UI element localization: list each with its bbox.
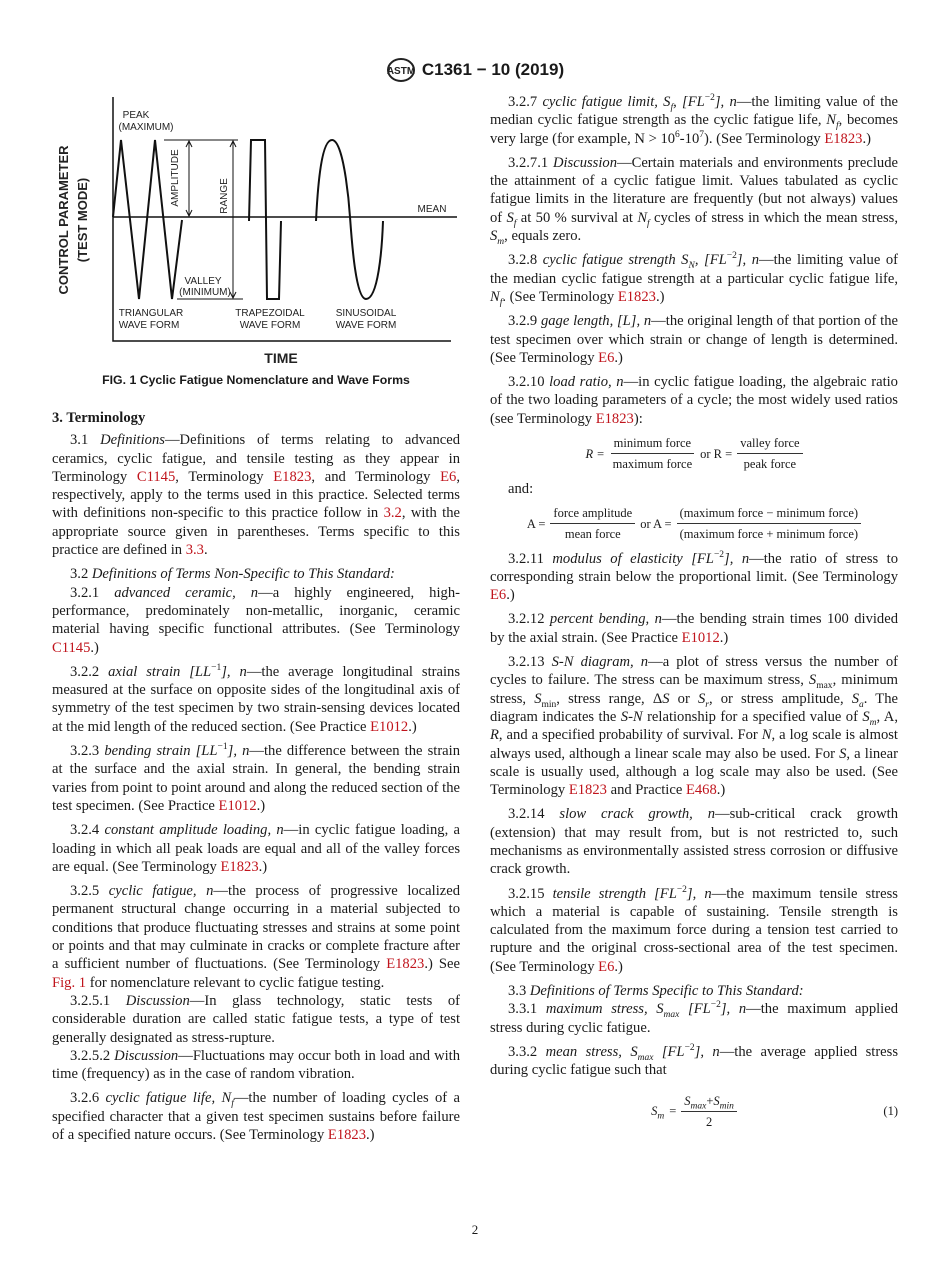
italic-term: cyclic fatigue life, N [105, 1090, 232, 1107]
reference-link[interactable]: E1823 [273, 468, 312, 485]
italic-term: gage length, [L], n [540, 313, 652, 330]
italic-term: ], n [714, 94, 737, 110]
subscript: m [657, 1111, 665, 1122]
fraction [550, 504, 635, 544]
reference-link[interactable]: E1823 [220, 858, 259, 875]
sinusoidal-wave [316, 140, 383, 299]
sinusoidal-label: SINUSOIDAL [335, 308, 397, 319]
eq-lhs: R = [585, 446, 605, 461]
range-arrow [230, 141, 236, 298]
italic-term: N [761, 727, 772, 744]
figure-1 [40, 90, 470, 390]
italic-term: S-N [620, 708, 643, 725]
reference-link[interactable]: E1823 [327, 1126, 367, 1143]
definition-paragraph: 3.1 Definitions—Definitions of terms relating to advanced ceramics, cyclic fatigue, and tensile testing as they appear in Terminology C1145, Terminology E1823, and Terminology E6, respectively, apply to the terms used in this practice. Selected terms with definitions non-specific to this practice follow in 3.2, with the appropriate source given in parentheses. Terms specific to this practice are defined in 3.3. [52, 432, 461, 559]
italic-term: ], n [221, 663, 247, 680]
definition-paragraph: 3.2.15 tensile strength $[FL^{-2}]$, n—the maximum tensile stress which a material is capable of sustaining. Tensile strength is calculated from the maximum force during a tension test carried to rupture and the original cross-sectional area of the test specimen. (See Terminology E6.) [490, 884, 898, 975]
italic-term: maximum stress, S [545, 1001, 664, 1018]
peak-label: PEAK [122, 110, 150, 121]
subscript: m [497, 236, 505, 247]
italic-term: slow crack growth, n [559, 806, 716, 823]
italic-term: cyclic fatigue limit, S [542, 94, 671, 110]
reference-link[interactable]: E468 [685, 782, 717, 799]
astm-logo-icon [386, 57, 416, 83]
reference-link[interactable]: E6 [598, 349, 615, 366]
subscript: min [719, 1101, 734, 1112]
definition-paragraph: 3.2.1 advanced ceramic, n—a highly engineered, high-performance, predominately non-metallic, inorganic, ceramic material having specific functional attributes. (See Terminology C1145.) [52, 584, 460, 656]
reference-link[interactable]: Fig. 1 [52, 974, 87, 991]
italic-term: axial strain [LL [108, 663, 212, 680]
denominator: peak force [743, 457, 797, 472]
italic-term: ], n [724, 550, 750, 567]
italic-term: S [851, 690, 860, 707]
page-number: 2 [471, 1222, 479, 1237]
italic-term: constant amplitude loading, n [104, 822, 284, 839]
symbol: S [651, 1104, 658, 1119]
italic-term: S [490, 228, 498, 245]
subscript: r [705, 699, 709, 710]
definition-paragraph: 3.2.5 cyclic fatigue, n—the process of progressive localized permanent structural change occurring in a material subjected to conditions that produce fluctuating stresses and strains at some point or points and that may culminate in cracks or complete fracture after a sufficient number of fluctuations. (See Terminology E1823.) See Fig. 1 for nomenclature relevant to cyclic fatigue testing. [52, 883, 461, 991]
reference-link[interactable]: E6 [490, 587, 507, 604]
reference-link[interactable]: E6 [598, 958, 615, 975]
peak-sub-label: (MAXIMUM) [118, 122, 174, 133]
definition-paragraph: 3.2.5.2 Discussion—Fluctuations may occur both in load and with time (frequency) as in the case of random vibration. [52, 1047, 461, 1083]
reference-link[interactable]: E6 [440, 468, 457, 485]
reference-link[interactable]: E1012 [218, 797, 257, 814]
subscript: max [637, 1052, 654, 1063]
numerator: minimum force [611, 434, 694, 454]
superscript: −2 [684, 1043, 695, 1054]
italic-term: [FL [653, 1043, 685, 1060]
definition-paragraph: 3.2 Definitions of Terms Non-Specific to This Standard: [70, 566, 395, 583]
equation-number: (1) [883, 1104, 898, 1119]
definition-paragraph: 3.2.6 cyclic fatigue life, $N_f—the$ number of loading cycles of a specified character that a given test specimen sustains before failure of a specified nature occurs. (See Terminology E1823.) [52, 1090, 460, 1143]
eq-or: or A = [640, 516, 672, 531]
reference-link[interactable]: 3.3 [185, 542, 204, 559]
definition-paragraph: 3.2.13 S-N diagram, n—a plot of stress versus the number of cycles to failure. The stress can be maximum stress, $S_{max}$, minimum stress, $S_{min}$, stress range, ΔS or $S_r$, or stress amplitude, $S_a$. The diagram indicates the S-N relationship for a specified value of $S_m$, A, R, and a specified probability of survival. For N, a log scale is almost always used, although a linear scale may also be used. For S, a linear scale is usually used, although a log scale may also be used. (See Terminology E1823 and Practice E468.) [490, 654, 898, 799]
superscript: −2 [704, 93, 715, 104]
numerator: (maximum force − minimum force) [677, 504, 862, 524]
left-paragraphs [52, 431, 460, 1144]
definition-paragraph: 3.2.7 cyclic fatigue limit, $S_f$, $[FL^{-2}]$, n—the limiting value of the median cyclic fatigue strength as the cyclic fatigue life, $N_f$, becomes very large (for example, $N > 10^6-10^7$). (See Terminology E1823.) [490, 93, 899, 147]
italic-term: percent bending, n [549, 611, 662, 628]
sinusoidal-label-2: WAVE FORM [335, 320, 397, 331]
italic-term: Definitions of Terms Specific to This Standard: [529, 983, 804, 1000]
italic-term: ], n [736, 252, 760, 269]
superscript: −2 [676, 884, 687, 895]
triangular-label-2: WAVE FORM [118, 320, 180, 331]
trapezoidal-label: TRAPEZOIDAL [235, 308, 305, 319]
subscript: max [663, 1010, 680, 1021]
amplitude-label: AMPLITUDE [170, 149, 181, 207]
denominator: mean force [564, 527, 621, 542]
subscript: f [647, 218, 650, 229]
subscript: N [688, 261, 695, 272]
valley-sub-label: (MINIMUM) [179, 287, 231, 298]
trapezoidal-wave [249, 140, 281, 299]
fraction [677, 504, 862, 544]
italic-term: N [826, 112, 836, 129]
range-label: RANGE [219, 178, 230, 214]
definition-paragraph: 3.2.2 axial strain $[LL^{-1}]$, n—the average longitudinal strains measured at the surface on opposite sides of the longitudinal axis of symmetry of the test specimen by two strain-sensing devices located at the mid length of the reduced section. (See Practice E1012.) [52, 663, 461, 735]
figure-caption: FIG. 1 Cyclic Fatigue Nomenclature and Wave Forms [102, 373, 410, 387]
italic-term: S [862, 708, 870, 725]
italic-term: Definitions of Terms Non-Specific to This Standard: [91, 566, 395, 583]
eq-lhs: A = [526, 516, 546, 531]
definition-paragraph: 3.2.11 modulus of elasticity $[FL^{-2}]$, n—the ratio of stress to corresponding strain below the proportional limit. (See Terminology E6.) [490, 549, 899, 604]
left-column [52, 409, 460, 1144]
italic-term: S [662, 690, 670, 707]
reference-link[interactable]: E1012 [681, 629, 720, 646]
valley-label: VALLEY [184, 276, 222, 287]
subscript: f [231, 1099, 234, 1110]
triangular-label: TRIANGULAR [118, 308, 184, 319]
fraction [610, 434, 696, 474]
italic-term: cyclic fatigue strength S [542, 252, 689, 269]
reference-link[interactable]: E1823 [568, 782, 607, 799]
eq-lhs [651, 1102, 664, 1120]
numerator: force amplitude [550, 504, 635, 524]
right-paragraphs-b [490, 550, 898, 1080]
superscript: −2 [726, 251, 737, 262]
subscript: f [499, 297, 503, 308]
italic-term: S [808, 672, 817, 689]
mean-label: MEAN [417, 204, 447, 215]
subscript: f [835, 121, 839, 132]
amplitude-ratio-equation [490, 504, 898, 544]
italic-term: , [FL [694, 252, 727, 269]
y-axis-label: CONTROL PARAMETER [56, 145, 71, 295]
definition-paragraph: 3.2.7.1 Discussion—Certain materials and environments preclude the attainment of a cyclic fatigue limit. Values tabulated as cyclic fatigue limits in the literature are frequently (but not always) values of $S_f$ at 50 % survival at $N_f$ cycles of stress in which the mean stress, $S_m$, equals zero. [490, 154, 898, 247]
subscript: max [816, 681, 833, 692]
italic-term: Discussion [552, 154, 617, 171]
definition-paragraph: 3.3 Definitions of Terms Specific to This Standard: [508, 983, 804, 1000]
definition-paragraph: 3.3.1 maximum stress, $S_{max}$ $[FL^{-2}]$, n—the maximum applied stress during cyclic fatigue. [490, 1000, 898, 1036]
superscript: −1 [211, 663, 222, 673]
reference-link[interactable]: C1145 [52, 639, 91, 656]
trapezoidal-label-2: WAVE FORM [239, 320, 301, 331]
italic-term: N [490, 288, 500, 305]
italic-term: modulus of elasticity [FL [552, 550, 714, 567]
italic-term: advanced ceramic, n [114, 584, 259, 601]
numerator: valley force [737, 434, 802, 454]
standard-designation: C1361 − 10 (2019) [421, 60, 565, 79]
reference-link[interactable]: E1012 [370, 718, 409, 735]
symbol: S [684, 1093, 691, 1108]
subscript: max [690, 1101, 707, 1112]
italic-term: Definitions [100, 432, 165, 449]
load-ratio-equation [490, 434, 898, 474]
definition-paragraph: 3.3.2 mean stress, $S_{max}$ $[FL^{-2}]$, n—the average applied stress during cyclic fatigue such that [490, 1043, 899, 1079]
denominator: (maximum force + minimum force) [679, 527, 859, 542]
logo-text: ASTM [386, 66, 416, 77]
italic-term: bending strain [LL [104, 743, 218, 760]
reference-link[interactable]: E1823 [386, 956, 425, 973]
italic-term: S [506, 209, 514, 226]
definition-paragraph: 3.2.12 percent bending, n—the bending strain times 100 divided by the axial strain. (See Practice E1012.) [490, 611, 899, 646]
reference-link[interactable]: E1823 [595, 410, 634, 427]
reference-link[interactable]: C1145 [136, 468, 176, 485]
italic-term: S [534, 690, 542, 707]
italic-term: S [839, 745, 847, 762]
superscript: 7 [699, 129, 705, 140]
right-column [490, 93, 898, 1137]
subscript: m [869, 717, 877, 728]
reference-link[interactable]: E1823 [824, 130, 863, 147]
definition-paragraph: 3.2.9 gage length, [L], n—the original length of that portion of the test specimen over which strain or change of length is determined. (See Terminology E6.) [490, 313, 899, 366]
italic-term: [FL [679, 1001, 711, 1018]
reference-link[interactable]: 3.2 [383, 505, 402, 522]
page-header [0, 57, 950, 88]
italic-term: ], n [686, 885, 712, 902]
fraction [737, 434, 802, 474]
italic-term: S [697, 690, 706, 707]
definition-paragraph: 3.2.3 bending strain $[LL^{-1}]$, n—the difference between the strain at the surface and the axial strain. In general, the bending strain varies from point to point around and along the reduced section of the test specimen. (See Practice E1012.) [52, 742, 461, 814]
definition-paragraph: 3.2.10 load ratio, n—in cyclic fatigue loading, the algebraic ratio of the two loading parameters of a cycle; the most widely used ratios (see Terminology E1823): [490, 374, 898, 427]
y-axis-label-2: (TEST MODE) [75, 177, 90, 263]
subscript: f [513, 218, 517, 229]
italic-term: tensile strength [FL [552, 885, 677, 902]
italic-term: N [637, 209, 648, 226]
symbol: S [713, 1093, 720, 1108]
italic-term: Discussion [114, 1047, 179, 1064]
amplitude-arrow [186, 141, 192, 216]
fraction [681, 1092, 737, 1132]
italic-term: ], n [720, 1001, 747, 1018]
subscript: f [670, 102, 674, 113]
subscript: a [859, 699, 864, 710]
denominator: 2 [705, 1114, 713, 1129]
italic-term: ], n [227, 743, 250, 760]
definition-paragraph: 3.2.4 constant amplitude loading, n—in cyclic fatigue loading, a loading in which all peak loads are equal and all of the valley forces are equal. (See Terminology E1823.) [52, 822, 460, 875]
reference-link[interactable]: E1823 [617, 288, 656, 305]
italic-term: load ratio, n [549, 374, 624, 391]
superscript: −2 [713, 549, 725, 560]
denominator: maximum force [612, 457, 693, 472]
definition-paragraph: 3.2.8 cyclic fatigue strength $S_N$, $[FL^{-2}]$, n—the limiting value of the median cyclic fatigue strength at a particular cyclic fatigue life, $N_f$. (See Terminology E1823.) [490, 251, 899, 308]
numerator [681, 1092, 737, 1112]
superscript: −1 [217, 742, 228, 753]
definition-paragraph: 3.2.14 slow crack growth, n—sub-critical crack growth (extension) that may result from, but is not restricted to, such mechanisms as environmentally assisted stress corrosion or diffusive crack growth. [490, 806, 898, 878]
definition-paragraph: 3.2.5.1 Discussion—In glass technology, static tests of considerable duration are called static fatigue tests, a type of test generally designated as stress-rupture. [52, 992, 460, 1046]
superscript: −2 [710, 1000, 721, 1011]
right-paragraphs-a [490, 93, 898, 428]
subscript: min [541, 699, 557, 710]
eq-or: or R = [700, 446, 733, 461]
italic-term: Discussion [125, 992, 190, 1009]
equation-1 [490, 1092, 898, 1132]
italic-term: , [FL [673, 94, 705, 110]
italic-term: cyclic fatigue, n [108, 883, 214, 900]
italic-term: ], n [694, 1043, 720, 1060]
and-text: and: [508, 480, 534, 497]
italic-term: mean stress, S [545, 1043, 638, 1060]
x-axis-label: TIME [264, 350, 298, 366]
italic-term: S-N diagram, n [551, 654, 649, 671]
italic-term: R [490, 727, 499, 744]
plus: + [706, 1093, 714, 1108]
section-heading: 3. Terminology [52, 410, 146, 426]
superscript: 6 [675, 129, 680, 140]
equals: = [669, 1104, 677, 1119]
